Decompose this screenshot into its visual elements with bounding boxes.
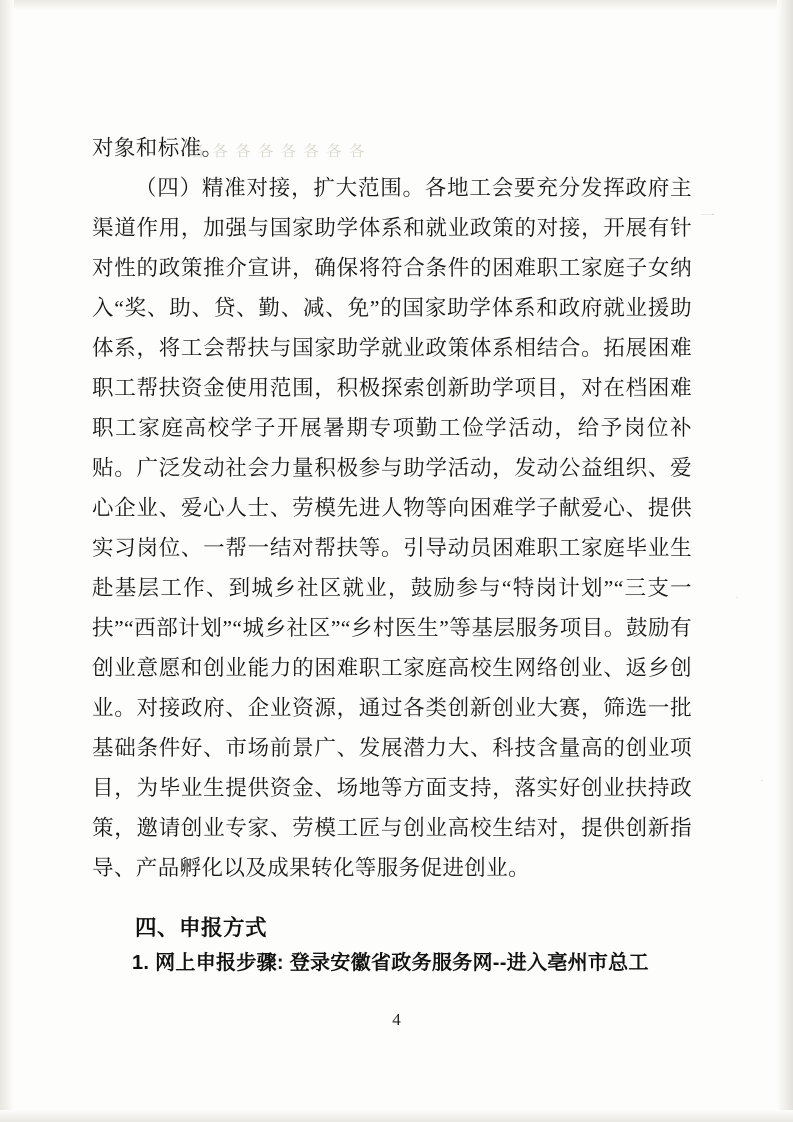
reverse-side-showthrough: 一	[700, 209, 718, 225]
paragraph-section-four: （四）精准对接，扩大范围。各地工会要充分发挥政府主渠道作用，加强与国家助学体系和就业政策的对接，开展有针对性的政策推介宣讲，确保将符合条件的困难职工家庭子女纳入“奖、助、贷、勤、减、免”的国家助学体系和政府就业援助体系，将工会帮扶与国家助学就业政策体系相结合。拓展困难职工帮扶资金使用范围，积极探索创新助学项目，对在档困难职工家庭高校学子开展暑期专项勤工俭学活动，给予岗位补贴。广泛发动社会力量积极参与助学活动，发动公益组织、爱心企业、爱心人士、劳模先进人物等向困难学子献爱心、提供实习岗位、一帮一结对帮扶等。引导动员困难职工家庭毕业生赴基层工作、到城乡社区就业，鼓励参与“特岗计划”“三支一扶”“西部计划”“城乡社区”“乡村医生”等基层服务项目。鼓励有创业意愿和创业能力的困难职工家庭高校生网络创业、返乡创业。对接政府、企业资源，通过各类创新创业大赛，筛选一批基础条件好、市场前景广、发展潜力大、科技含量高的创业项目，为毕业生提供资金、场地等方面支持，落实好创业扶持政策，邀请创业专家、劳模工匠与创业高校生结对，提供创新指导、产品孵化以及成果转化等服务促进创业。	[92, 176, 692, 880]
section-heading-application-method: 四、申报方式	[135, 916, 268, 940]
reverse-side-showthrough: 各 各 各 各 各 各 各 各	[190, 144, 367, 160]
scan-edge-right	[777, 0, 793, 1122]
reverse-side-showthrough: ·	[735, 590, 741, 604]
scan-edge-left	[0, 0, 14, 1122]
page-number: 4	[392, 1010, 401, 1029]
scan-edge-bottom	[0, 1110, 793, 1122]
reverse-side-showthrough: ·	[760, 775, 766, 787]
paragraph-continued: 对象和标准。	[92, 136, 224, 160]
document-body	[92, 128, 692, 888]
list-item-online-application-steps: 1. 网上申报步骤: 登录安徽省政务服务网--进入亳州市总工	[132, 952, 649, 974]
scan-edge-top	[0, 0, 793, 10]
